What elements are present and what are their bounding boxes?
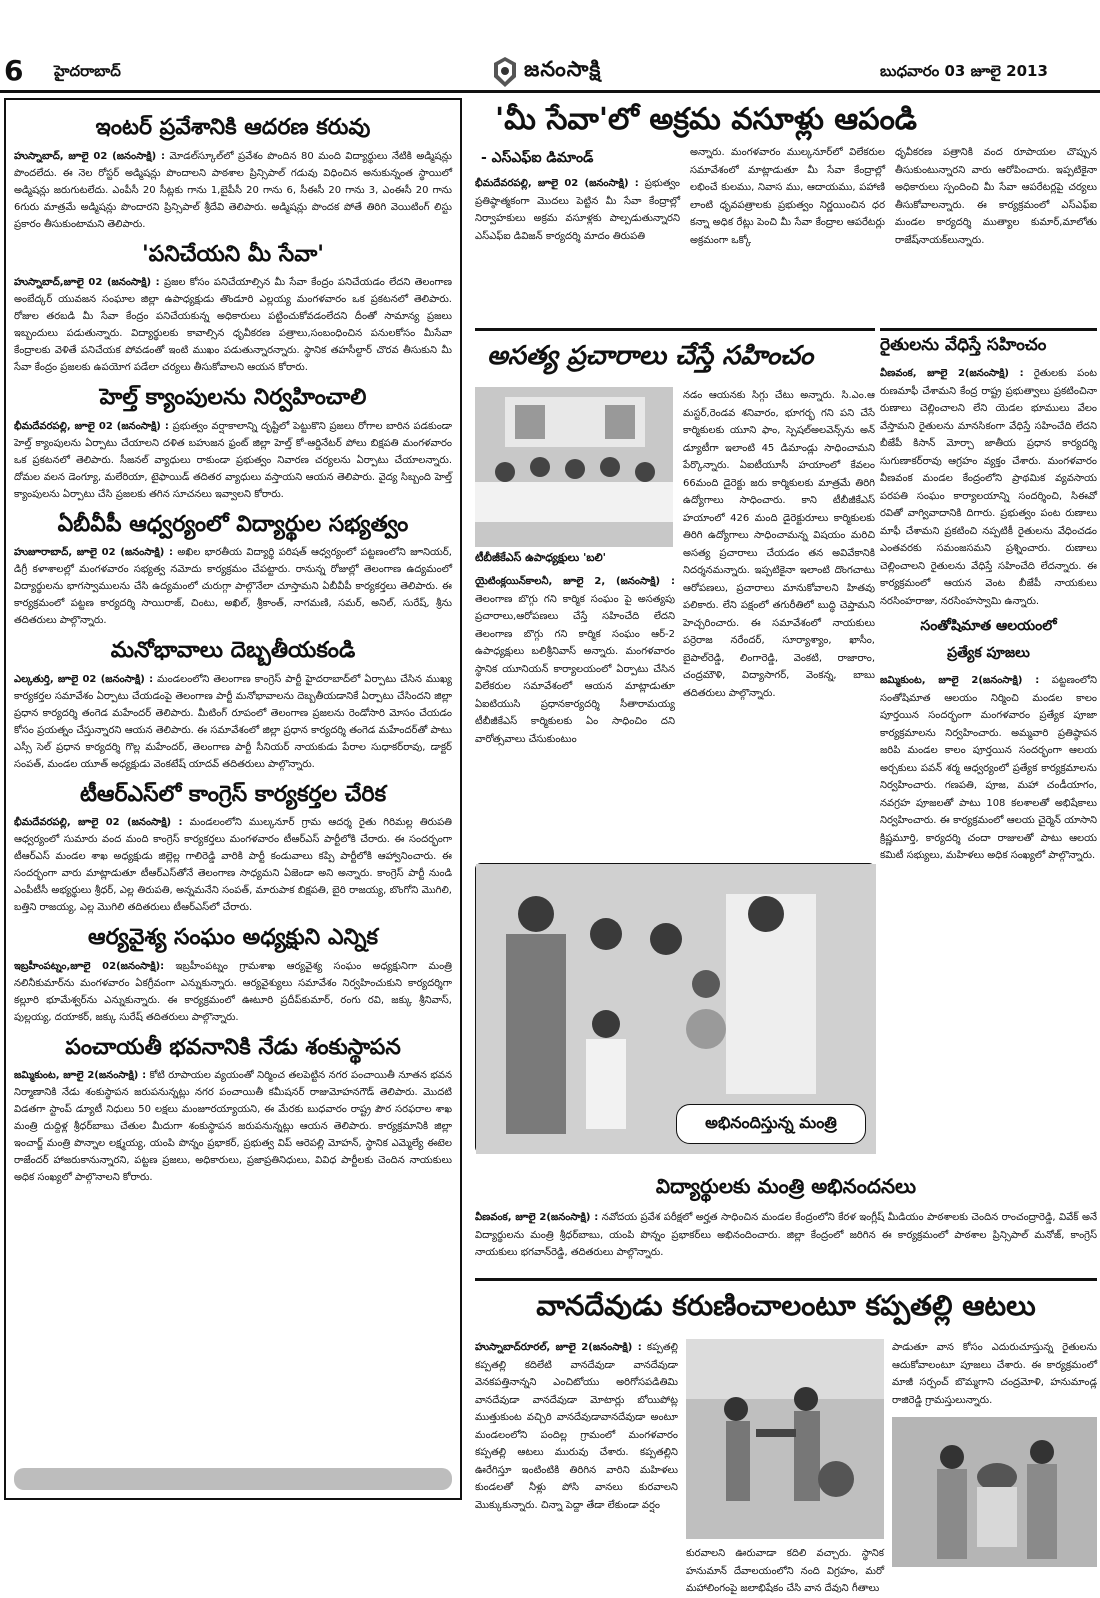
article-body xyxy=(14,544,452,629)
article-body xyxy=(475,1339,678,1598)
article-subhead: - ఎస్ఎఫ్ఐ డిమాండ్ xyxy=(481,150,594,166)
article-text: ప్రజల కోసం పనిచేయాల్సిన మీ సేవా కేంద్రం పనిచేయడం లేదని తెలంగాణ అంబేద్కర్ యువజన సంఘాల జిల్లా ఉపాధ్యక్షుడు తొండూరి ఎల్లయ్య మంగళవారం ఒక ప్రకటనలో తెలిపారు. రోజుల తరబడి మీ సేవా కేంద్రం పనిచేయకున్న అధికారులు పట్టించుకోవడంలేదని దీంతో సామాన్య ప్రజలు ఇబ్బందులు పడుతున్నారు. విద్యార్థులకు కావాల్సిన ధృవీకరణ పత్రాలు,సంబంధించిన పనులకోసం మీసేవా కేంద్రాలకు వెళితే పనిచేయక పోవడంతో ఇంటి ముఖం పడుతున్నారన్నారు. స్థానిక తహసీల్దార్ చొరవ తీసుకుని మీ సేవా కేంద్రం ప్రజలకు ఉపయోగ పడేలా చర్యలు తీసుకోవాలని ఆయన కోరారు. xyxy=(14,277,453,373)
photo-caption: అభినందిస్తున్న మంత్రి xyxy=(676,1104,866,1144)
ritual-procession-photo xyxy=(686,1339,884,1539)
article-headline: అసత్య ప్రచారాలు చేస్తే సహించం xyxy=(487,341,814,371)
article-rain-ritual xyxy=(475,1278,1097,1598)
article-text: ప్రభుత్వం వర్షాకాలాన్ని దృష్టిలో పెట్టుకొని ప్రజలు రోగాల బారిన పడకుండా హెల్త్ క్యాంపులను ఏర్పాటు చేయాలని దళిత బహుజన ఫ్రంట్ జిల్లా హెల్త్ కో-ఆర్డినేటర్ పోలు బిక్షపతి మంగళవారం ఒక ప్రకటనలో తెలిపారు. సీజనల్ వ్యాధులు రాకుండా ప్రభుత్వం నివారణ చర్యలను ఏర్పాటు చేయాలన్నారు. దోమల వలన డెంగ్యూ, మలేరియా, టైఫాయిడ్ తదితర వ్యాధులు వస్తాయని ఆయన తెలిపారు. వైద్య సిబ్బంది హెల్త్ క్యాంపులను ఏర్పాటు చేసి ప్రజలకు తగిన సూచనలు ఇవ్వాలని కోరారు. xyxy=(14,420,452,500)
paper-name: జనంసాక్షి xyxy=(524,57,602,81)
article-headline: హెల్త్ క్యాంపులను నిర్వహించాలి xyxy=(99,385,367,410)
article-body xyxy=(475,1209,1097,1262)
article-headline: వానదేవుడు కరుణించాలంటూ కప్పతల్లి ఆటలు xyxy=(536,1289,1036,1322)
article-text: ఇబ్రహీంపట్నం గ్రామశాఖ ఆర్యవైశ్య సంఘం అధ్యక్షునిగా మంత్రి నలినీకుమార్‌ను మంగళవారం ఏకగ్రీవంగా ఎన్నుకున్నారు. ఆర్యవైశ్యులు సమావేశం నిర్వహించుకుని కార్యదర్శిగా కల్లూరి భూమేశ్వర్‌ను ఎన్నుకున్నారు. ఈ కార్యక్రమంలో ఊటూరి ప్రదీప్‌కుమార్, రంగు రవి, జక్కు శ్రీనివాస్, పుల్లయ్య, దయాకర్, జక్కు సురేష్ తదితరులు పాల్గొన్నారు. xyxy=(14,960,453,1023)
article-dateline: ఎల్కతుర్తి, జూలై 02 (జనంసాక్షి) : xyxy=(14,673,154,685)
article-dateline: హుజూరాబాద్, జూలై 02 (జనంసాక్షి) : xyxy=(14,547,173,558)
masthead-rule xyxy=(0,90,1100,93)
article-body xyxy=(475,175,680,245)
article-text: పాడుతూ వాన కోసం ఎదురుచూస్తున్న రైతులను ఆదుకోవాలంటూ పూజలు చేశారు. ఈ కార్యక్రమంలో మాజీ సర్పంచ్ బొమ్మగాని చంద్రమోళి, హనుమాండ్ల రాజిరెడ్డి గ్రామస్తులున్నారు. xyxy=(892,1342,1097,1406)
article-columns xyxy=(475,1339,1097,1598)
left-article xyxy=(14,114,452,233)
article-body xyxy=(14,671,452,773)
minister-photo xyxy=(475,863,875,1153)
article-mee-seva xyxy=(475,102,1097,249)
article-text: ప్రభుత్వం ప్రతిష్ఠాత్మకంగా మొదలు పెట్టిన మీ సేవా కేంద్రాల్లో నిర్వాహకులు అక్రమ వసూళ్లకు పాల్పడుతున్నారని ఎస్ఎఫ్ఐ డివిజన్ కార్యదర్శి మాదం తిరుపతి xyxy=(475,178,680,242)
right-news-area xyxy=(475,98,1097,1594)
photo-caption: టీబీజీకేఎస్ ఉపాధ్యక్షులు 'బలి' xyxy=(475,551,607,564)
left-news-column xyxy=(4,98,462,1500)
article-body xyxy=(14,418,452,503)
article-text: కప్పతల్లి కప్పతల్లి కదిలేటి వానదేవుడా వానదేవుడా వెనకపత్తినాన్నని ఎంచిటోయు అరిగోసపడితిమి వానదేవుడా వానదేవుడా మోటార్లు బోయిపోట్ల ముత్తుకుంట వచ్చిరి వానదేవుడావానదేవుడా అంటూ మండలంలోని పందిల్ల గ్రామంలో మంగళవారం కప్పతల్లి ఆటలు మురువు చేశారు. కప్పతల్లిని ఊరేగిస్తూ ఇంటింటికి తిరిగిన వారిని మహిళలు కుండలతో నీళ్లు పోసి వానలు కురవాలని మొక్కుకున్నారు. చిన్నా పెద్దా తేడా లేకుండా వర్షం xyxy=(475,1342,678,1511)
article-dateline: హుస్నాబాద్, జూలై 02 (జనంసాక్షి) : xyxy=(14,150,166,162)
article-body xyxy=(14,814,452,916)
page-date: బుధవారం 03 జూలై 2013 xyxy=(880,62,1048,80)
article-headline: టీఆర్ఎస్‌లో కాంగ్రెస్ కార్యకర్తల చేరిక xyxy=(79,781,387,807)
article-column: అన్నారు. మంగళవారం ముల్కనూర్‌లో విలేకరుల సమావేశంలో మాట్లాడుతూ మీ సేవా కేంద్రాల్లో లభించే కులము, నివాస ము, ఆదాయము, పహాణి లాంటి ధృవపత్రాలకు ప్రభుత్వం నిర్ణయించిన ధర కన్నా అధిక రేట్లు పెంచి మీ సేవా కేంద్రాల ఆపరేటర్లు అక్రమంగా ఒక్కో xyxy=(690,147,885,246)
left-column-footer-bar xyxy=(14,1468,452,1490)
left-article xyxy=(14,384,452,503)
section-rule xyxy=(475,328,875,331)
article-headline: మనోభావాలు దెబ్బతీయకండి xyxy=(110,638,356,663)
article-column xyxy=(475,387,675,748)
article-headline: 'పనిచేయని మీ సేవా' xyxy=(141,241,325,267)
left-article xyxy=(14,924,452,1026)
article-text: మండలంలోని తెలంగాణ కాంగ్రెస్ పార్టీ హైదరాబాద్‌లో ఏర్పాటు చేసిన ముఖ్య కార్యకర్తల సమావేశం ఏర్పాటు చేయడంపై తెలంగాణ పార్టీ మనోభావాలను దెబ్బతీయడానికే ఏర్పాటు చేసిందని జిల్లా ప్రధాన కార్యదర్శి తంగెడ మహేందర్ తెలిపారు. మీటింగ్ రూపంలో తెలంగాణ ప్రజలను రెండోసారి మోసం చేయడం కోసం ప్రయత్నం చేస్తున్నారని ఆయన తెలిపారు. ఈ సమావేశంలో జిల్లా ప్రధాన కార్యదర్శి తంగెడ మహేందర్‌తో పాటు ఎస్సీ సెల్ ప్రధాన కార్యదర్శి గొల్ల మహేందర్, తెలంగాణ పార్టీ సీనియర్ నాయకుడు పేరాల సుధాకర్‌రావు, డాక్టర్ సంపత్, మండల యూత్ అధ్యక్షుడు వెంకటేష్ యాదవ్ తదితరులు పాల్గొన్నారు. xyxy=(14,673,452,770)
article-propaganda xyxy=(475,328,875,748)
article-column xyxy=(686,1339,884,1598)
minister-photo-block xyxy=(475,863,875,1153)
left-article xyxy=(14,1034,452,1187)
article-text: పట్టణంలోని సంతోషిమాత ఆలయం నిర్మించి మండల కాలం పూర్తయిన సందర్భంగా మంగళవారం ప్రత్యేక పూజా కార్యక్రమాలను నిర్వహించారు. అమ్మవారి ప్రతిష్ఠాపన జరిపి మండల కాలం పూర్తయిన సందర్భంగా ఆలయ అర్చకులు పవన్ శర్మ ఆధ్వర్యంలో ప్రత్యేక కార్యక్రమాలను నిర్వహించారు. గణపతి, పూజ, మహా చండీయాగం, నవగ్రహ పూజలతో పాటు 108 కలశాలతో అభిషేకాలు నిర్వహించారు. ఈ కార్యక్రమంలో ఆలయ చైర్మెన్ యాసాని క్రిష్ణమూర్తి, కార్యదర్శి చందా రాజులతో పాటు ఆలయ కమిటీ సభ్యులు, మహిళలు అధిక సంఖ్యలో పాల్గొన్నారు. xyxy=(880,675,1097,861)
article-headline: ఇంటర్ ప్రవేశానికి ఆదరణ కరువు xyxy=(95,115,371,140)
left-article xyxy=(14,781,452,917)
article-text: అఖిల భారతీయ విద్యార్థి పరిషత్ ఆధ్వర్యంలో పట్టణంలోని జూనియర్, డిగ్రీ కళాశాలల్లో మంగళవారం సభ్యత్వ నమోదు కార్యక్రమం చేపట్టారు. రానున్న రోజుల్లో తెలంగాణ ఉద్యమంలో విద్యార్థులను భాగస్వాములను చేసి ఉద్యమంలో చురుగ్గా పాల్గొనేలా చూస్తామని ఏబీవీపీ కార్యకర్తలు తెలిపారు. ఈ కార్యక్రమంలో పట్టణ కార్యదర్శి సాయిరాజ్, చింటు, అఖిల్, శ్రీకాంత్, నాగమణి, సమర్, అనిల్, సురేష్, శ్రీను తదితరులు పాల్గొన్నారు. xyxy=(14,547,452,626)
article-body xyxy=(880,365,1097,610)
section-rule xyxy=(880,328,1097,331)
meeting-photo-image xyxy=(475,387,673,547)
article-headline: రైతులను వేధిస్తే సహించం xyxy=(880,335,1047,355)
article-headline: ఆర్యవైశ్య సంఘం అధ్యక్షుని ఎన్నిక xyxy=(88,925,378,950)
page-city: హైదరాబాద్ xyxy=(54,62,121,80)
article-dateline: భీమదేవరపల్లి, జూలై 02 (జనంసాక్షి) : xyxy=(475,178,639,189)
article-text: మండలంలోని ముల్కనూర్ గ్రామ ఆదర్శ రైతు గిరిమల్ల తిరుపతి ఆధ్వర్యంలో సుమారు వంద మంది కాంగ్రెస్ కార్యకర్తలు మంగళవారం టీఆర్ఎస్ పార్టీలోకి చేరారు. ఈ సందర్భంగా టీఆర్ఎస్ మండల శాఖ అధ్యక్షుడు జిల్లెల్ల గాలిరెడ్డి వారికి పార్టీ కండువాలు కప్పి పార్టీలోకి ఆహ్వానించారు. ఈ సందర్భంగా వారు మాట్లాడుతూ టీఆర్ఎస్‌తోనే తెలంగాణ సాధ్యమని ఏజెండా అని అన్నారు. కాంగ్రెస్ పార్టీ నుండి ఎంపీటీసీ అభ్యర్థులు శ్రీధర్, ఎల్ల తిరుపతి, అన్నమనేని సంపత్, మారుపాక బిక్షపతి, బైరి రాజయ్య, బొంగోని మొగిలి, బత్తిని రాజయ్య, ఎల్ల మొగిలి తదితరులు టీఆర్ఎస్‌లో చేరారు. xyxy=(14,817,452,913)
article-temple xyxy=(880,618,1097,865)
article-dateline: భీమదేవరపల్లి, జూలై 02 (జనంసాక్షి) : xyxy=(14,817,183,828)
article-columns xyxy=(475,387,875,748)
article-text: నవోదయ ప్రవేశ పరీక్షలో అర్హత సాధించిన మండల కేంద్రంలోని కేరళ ఇంగ్లీష్ మీడియం పాఠశాలకు చెందిన రాంచంద్రారెడ్డి, వివేక్ అనే విద్యార్థులను మంత్రి శ్రీధర్‌బాబు, యంపి పొన్నం ప్రభాకర్‌లు అభినందించారు. జిల్లా కేంద్రంలో జరిగిన ఈ కార్యక్రమంలో పాఠశాల ప్రిన్సిపాల్ మనోజ్, కాంగ్రెస్ నాయకులు భగవాన్‌రెడ్డి, తదితరులు పాల్గొన్నారు. xyxy=(475,1212,1097,1258)
women-pouring-water-photo xyxy=(892,1417,1097,1567)
union-meeting-photo xyxy=(475,387,673,547)
article-column xyxy=(892,1339,1097,1598)
article-column: నడం ఆయనకు సిగ్గు చేటు అన్నారు. సి.ఎం.ఆ మస్టర్,రెండవ శనివారం, భూగర్భ గని పని చేసే కార్మికులకు యూని ఫాం, స్పెషల్‌అలవెన్స్‌ను అన్ డ్యూటీగా ఇలాంటి 45 డిమాండ్లు సాధించామని పేర్కొన్నారు. ఏఐటీయూసీ హయాంలో కేవలం 66మంది డైరెక్టు జరు కార్మికులకు మాత్రమే తిరిగి ఉద్యోగాలు సాధించారు. కాని టీబీజీకేఎస్ హయాంలో 426 మంది డైరెక్టురూలు కార్మికులకు తిరిగి ఉద్యోగాలు సాధించామన్న విషయం మరిచి అసత్య ప్రచారాలు చేయడం తన అవివేకానికి నిదర్శనమన్నారు. ఇప్పటికైనా ఇలాంటి దొంగచాటు ఆరోపణలు, ప్రచారాలు మానుకోవాలని హితవు పలికారు. లేని పక్షంలో తగురీతిలో బుద్ధి చెప్తామని హెచ్చరించారు. ఈ సమావేశంలో నాయకులు పర్రెరాజ నరేందర్, సూర్యాశ్యాం, ఖాసీం, బైపాల్‌రెడ్డి, లింగారెడ్డి, వెంకటి, రాజారాం, చంద్రమౌళి, విద్యాసాగర్, వెంకన్న, బాబు తదితరులు పాల్గొన్నారు. xyxy=(683,390,875,699)
water-ritual-photo-image xyxy=(892,1417,1097,1567)
article-dateline: హుస్నాబాద్‌రూరల్, జూలై 2(జనంసాక్షి) : xyxy=(475,1342,642,1353)
article-body xyxy=(14,1067,452,1186)
article-column xyxy=(475,144,680,249)
article-text: కురవాలని ఊరువాడా కదిలి వచ్చారు. స్థానిక హనుమాన్ దేవాలయంలోని నంది విగ్రహం, మరో మహాలింగంపై జలాభిషేకం చేసి వాన దేవుని గీతాలు xyxy=(685,1548,884,1594)
article-headline: సంతోషిమాత ఆలయంలో xyxy=(920,618,1057,634)
article-students xyxy=(475,1168,1097,1262)
left-article xyxy=(14,637,452,773)
section-rule xyxy=(475,1278,1097,1281)
article-headline: 'మీ సేవా'లో అక్రమ వసూళ్లు ఆపండి xyxy=(495,102,917,137)
article-text: తెలంగాణ బొగ్గు గని కార్మిక సంఘం పై అసత్యపు ప్రచారాలు,ఆరోపణలు చేస్తే సహించేది లేదని తెలంగాణ బొగ్గు గని కార్మిక సంఘం ఆర్-2 ఉపాధ్యక్షులు బలిశ్రీనివాస్ అన్నారు. మంగళవారం స్థానిక యూనియన్ కార్యాలయంలో ఏర్పాటు చేసిన విలేకరుల సమావేశంలో ఆయన మాట్లాడుతూ ఏఐటియుసి ప్రధానకార్యదర్శి సీతారామయ్య టీబీజీకేఎస్ కార్మికులకు ఏం సాధించిం దని వారోత్సవాలు చేసుకుంటుం xyxy=(475,593,675,745)
article-dateline: యైటింక్లయిన్‌కాలనీ, జూలై 2, (జనంసాక్షి) : xyxy=(475,576,675,587)
article-farmers xyxy=(880,328,1097,865)
article-text: మోడల్‌స్కూల్‌లో ప్రవేశం పొందిన 80 మంది విద్యార్థులు నేటికి అడ్మిషన్లు పొందలేదు. ఈ నెల రోస్టర్ అడ్మిషన్లు పొందాలని పాఠశాల ప్రిన్సిపాల్ గడువు విధించిన అనుకున్నంత స్థాయిలో అడ్మిషన్లు జరుగుటలేదు. ఎంపీసీ 20 సీట్లకు గాను 1,బైపీసీ 20 గాను 6, సీఈసీ 20 గాను 3, ఎంఈసీ 20 గాను 6గురు మాత్రమే అడ్మిషన్లు పొందారని ప్రిన్సిపాల్ శ్రీదేవి తెలిపారు. అడ్మిషన్లు పొందక పోతే తిరిగి వెయిటింగ్ లిస్టు ప్రకారం తీసుకుంటామని తెలిపారు. xyxy=(14,150,452,230)
left-article xyxy=(14,511,452,630)
masthead xyxy=(0,0,1100,95)
article-dateline: జమ్మికుంట, జూలై 2(జనంసాక్షి) : xyxy=(880,675,1040,686)
article-dateline: ఇబ్రహీంపట్నం,జూలై 02(జనంసాక్షి): xyxy=(14,960,165,972)
article-columns xyxy=(475,144,1097,249)
page-number: 6 xyxy=(4,54,24,87)
article-dateline: హుస్నాబాద్,జూలై 02 (జనంసాక్షి) : xyxy=(14,277,160,288)
article-headline: విద్యార్థులకు మంత్రి అభినందనలు xyxy=(655,1174,917,1198)
article-text: కోటి రూపాయల వ్యయంతో నిర్మించ తలపెట్టిన నగర పంచాయితీ నూతన భవన నిర్మాణానికి నేడు శంకుస్థాపన జరుపనున్నట్లు నగర పంచాయితీ కమీషనర్ రాజుమోహనగౌడ్ తెలిపారు. మొదటి విడతగా స్టాంప్ డ్యూటీ నిధులు 50 లక్షలు మంజూరయ్యాయని, ఈ మేరకు బుధవారం రాష్ట్ర పౌర సరఫరాల శాఖ మంత్రి దుద్దిళ్ల శ్రీధర్‌బాబు చేతుల మీదుగా శంకుస్థాపన జరుపనున్నట్లు ఆయన తెలిపారు. కార్యక్రమానికి జిల్లా ఇంచార్జ్ మంత్రి పొన్నాల లక్ష్మయ్య, యంపి పొన్నం ప్రభాకర్, ప్రభుత్వ విప్ ఆరెపల్లి మోహన్, స్థానిక ఎమ్మెల్యే ఈటెల రాజేందర్ హాజరుకానున్నారని, పట్టణ ప్రజలు, అధికారులు, ప్రజాప్రతినిధులు, వివిధ పార్టీలకు చెందిన నాయకులు అధిక సంఖ్యలో పాల్గొనాలని కోరారు. xyxy=(14,1070,452,1183)
article-column: ధృవీకరణ పత్రానికి వంద రూపాయల చొప్పున తీసుకుంటున్నారని వారు ఆరోపించారు. ఇప్పటికైనా అధికారులు స్పందించి మీ సేవా ఆపరేటర్లపై చర్యలు తీసుకోవాలన్నారు. ఈ కార్యక్రమంలో ఎస్ఎఫ్ఐ మండల కార్యదర్శి ముత్యాల కుమార్,మాలోతు రాజేష్‌నాయక్‌లున్నారు. xyxy=(895,147,1097,246)
article-body xyxy=(14,274,452,376)
article-subheadline: ప్రత్యేక పూజలు xyxy=(947,645,1030,661)
article-text: రైతులకు పంట రుణమాఫీ చేశామని కేంద్ర రాష్ట్ర ప్రభుత్వాలు ప్రకటించినా రుణాలు చెల్లించాలని లేని యెడల భూములు వేలం వేస్తామని రైతులను మానసికంగా వేధిస్తే సహించేది లేదని బీజేపీ కిసాన్ మోర్చా జాతీయ ప్రధాన కార్యదర్శి సుగుణాకర్‌రావు ఆగ్రహం వ్యక్తం చేశారు. మంగళవారం వీణవంక మండల కేంద్రంలోని ప్రాథమిక వ్యవసాయ పరపతి సంఘం కార్యాలయాన్ని సందర్శించి, సిఈవో రవితో వాగ్వివాదానికి దిగారు. ప్రభుత్వం పంట రుణాలు మాఫీ చేశామని ప్రకటించి నప్పటికీ రైతులను వేధించడం ఎంతవరకు సమంజసమని ప్రశ్నించారు. రుణాలు చెల్లించాలని రైతులను వేధిస్తే సహించేది లేదన్నారు. ఈ కార్యక్రమంలో ఆయన వెంట బీజేపీ నాయకులు నరసింహరాజు, నరసింహస్వామి ఉన్నారు. xyxy=(880,368,1097,607)
newspaper-logo xyxy=(490,52,610,92)
article-body xyxy=(14,148,452,233)
left-article xyxy=(14,241,452,377)
logo-emblem-icon xyxy=(490,55,520,89)
article-headline: పంచాయతీ భవనానికి నేడు శంకుస్థాపన xyxy=(65,1034,401,1060)
article-body xyxy=(880,672,1097,865)
article-dateline: జమ్మికుంట, జూలై 2(జనంసాక్షి) : xyxy=(14,1070,147,1081)
article-dateline: భీమదేవరపల్లి, జూలై 02 (జనంసాక్షి) : xyxy=(14,420,169,432)
article-body xyxy=(475,573,675,748)
article-dateline: వీణవంక, జూలై 2(జనంసాక్షి) : xyxy=(880,368,1024,379)
article-body xyxy=(14,958,452,1026)
procession-photo-image xyxy=(686,1339,884,1539)
article-dateline: వీణవంక, జూలై 2(జనంసాక్షి) : xyxy=(475,1212,599,1223)
article-headline: ఏబీవీపీ ఆధ్వర్యంలో విద్యార్థుల సభ్యత్వం xyxy=(57,511,409,537)
